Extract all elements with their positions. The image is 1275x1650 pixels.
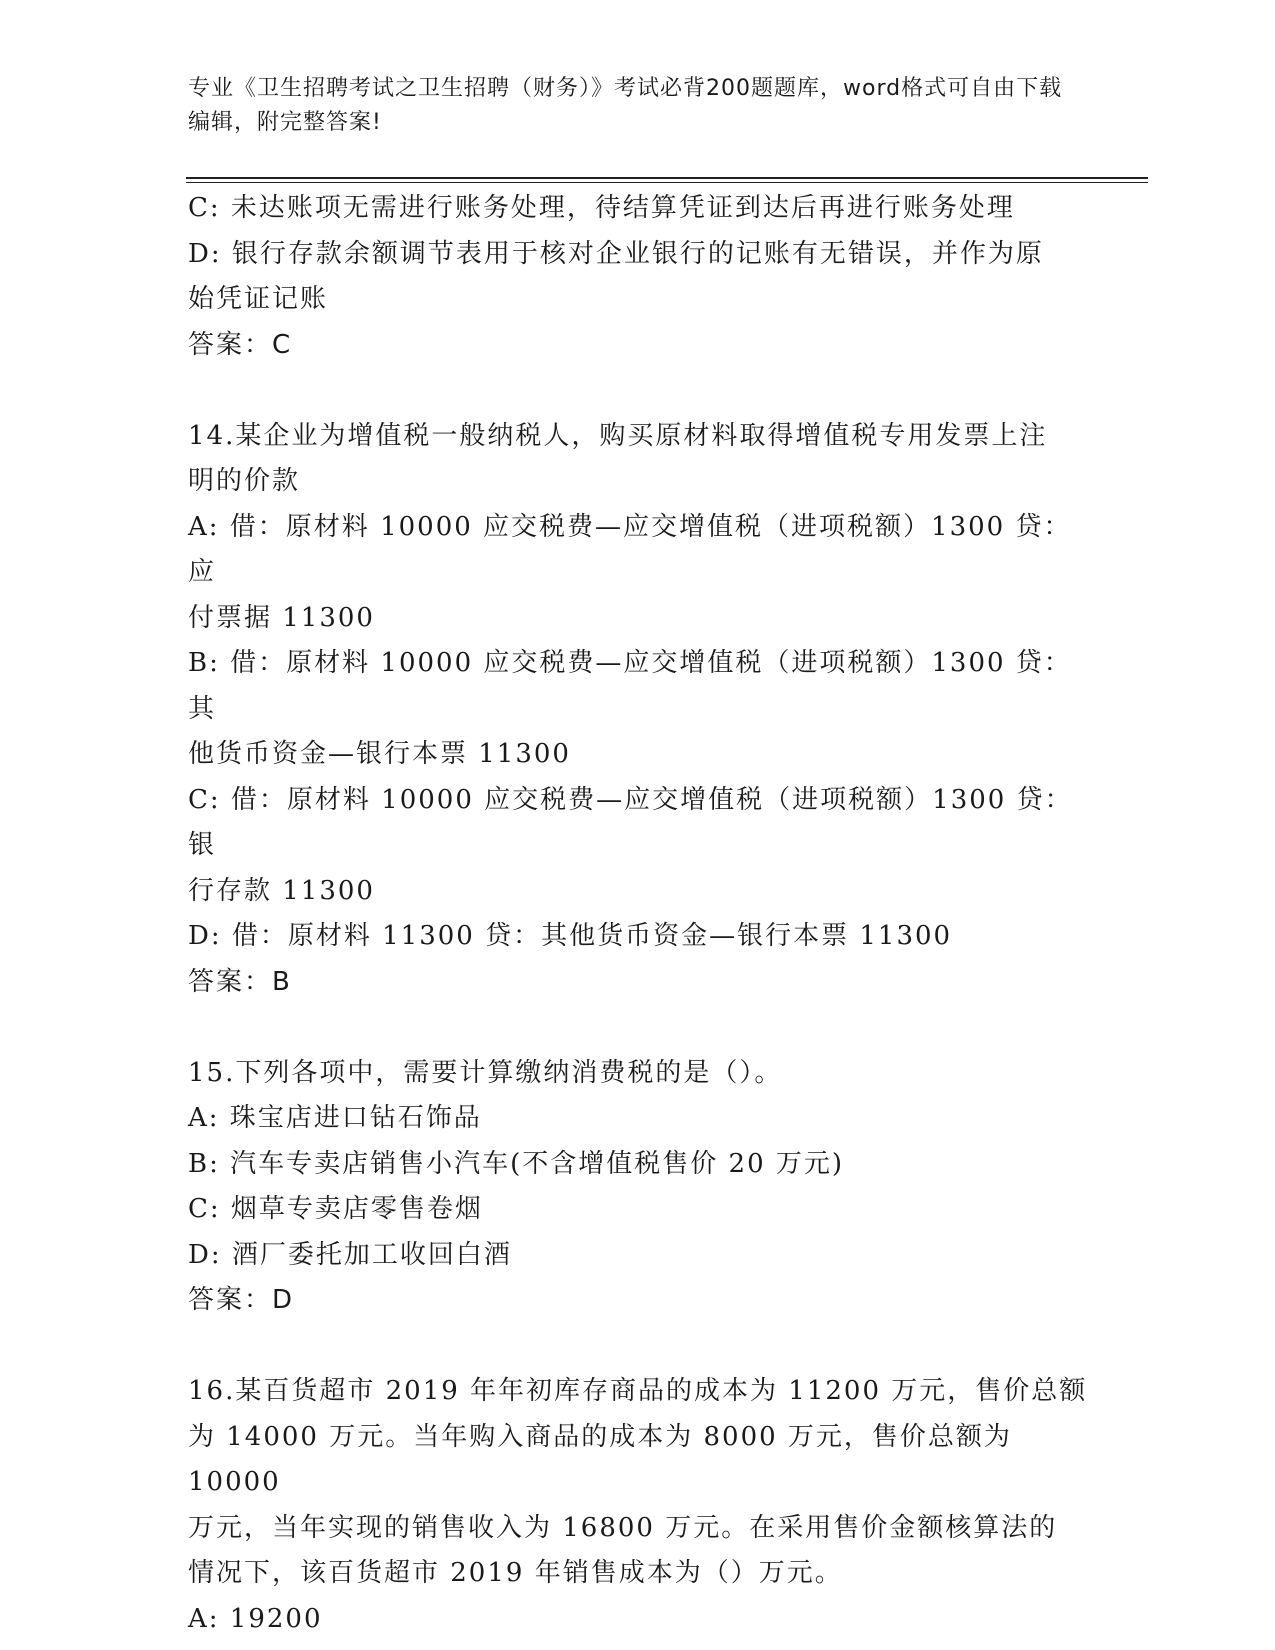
q15-option-a: A: 珠宝店进口钻石饰品 bbox=[188, 1103, 482, 1133]
q16-stem-line3: 万元，当年实现的销售收入为 16800 万元。在采用售价金额核算法的 bbox=[188, 1512, 1058, 1543]
q13-answer: 答案：C bbox=[188, 329, 293, 360]
q16-stem-line4: 情况下，该百货超市 2019 年销售成本为（）万元。 bbox=[188, 1558, 843, 1588]
header-divider bbox=[186, 177, 1148, 183]
q14-option-c-line1: C: 借：原材料 10000 应交税费—应交增值税（进项税额）1300 贷：银 bbox=[188, 784, 1073, 860]
page-header: 专业《卫生招聘考试之卫生招聘（财务）》考试必背200题题库，word格式可自由下载编辑，附完整答案! bbox=[188, 76, 1063, 135]
q14-option-b-line2: 他货币资金—银行本票 11300 bbox=[188, 739, 571, 769]
q13-option-d-line1: D: 银行存款余额调节表用于核对企业银行的记账有无错误，并作为原 bbox=[188, 238, 1044, 269]
q14-option-c-line2: 行存款 11300 bbox=[188, 875, 375, 906]
q16-stem-line2: 为 14000 万元。当年购入商品的成本为 8000 万元，售价总额为 10000 bbox=[188, 1421, 1023, 1497]
spacer bbox=[188, 368, 1088, 414]
question-16 bbox=[188, 1369, 1088, 1642]
question-15 bbox=[188, 1051, 1088, 1324]
q14-option-b-line1: B: 借：原材料 10000 应交税费—应交增值税（进项税额）1300 贷：其 bbox=[188, 648, 1072, 724]
q14-stem-line2: 明的价款 bbox=[188, 466, 301, 496]
q16-stem-line1: 16.某百货超市 2019 年年初库存商品的成本为 11200 万元，售价总额 bbox=[188, 1376, 1088, 1406]
q15-option-d: D: 酒厂委托加工收回白酒 bbox=[188, 1239, 512, 1270]
q16-option-a: A: 19200 bbox=[188, 1603, 323, 1634]
q14-stem-line1: 14.某企业为增值税一般纳税人，购买原材料取得增值税专用发票上注 bbox=[188, 420, 1048, 451]
q15-stem: 15.下列各项中，需要计算缴纳消费税的是（）。 bbox=[188, 1057, 783, 1088]
q14-answer: 答案：B bbox=[188, 966, 292, 997]
q15-option-b: B: 汽车专卖店销售小汽车(不含增值税售价 20 万元) bbox=[188, 1148, 845, 1179]
q13-option-c: C: 未达账项无需进行账务处理，待结算凭证到达后再进行账务处理 bbox=[188, 193, 1015, 223]
q14-option-a-line2: 付票据 11300 bbox=[188, 602, 375, 633]
q13-option-d-line2: 始凭证记账 bbox=[188, 284, 329, 314]
spacer bbox=[188, 1005, 1088, 1051]
q15-answer: 答案：D bbox=[188, 1285, 295, 1315]
q14-option-a-line1: A: 借：原材料 10000 应交税费—应交增值税（进项税额）1300 贷：应 bbox=[188, 511, 1072, 587]
q15-option-c: C: 烟草专卖店零售卷烟 bbox=[188, 1194, 483, 1224]
spacer bbox=[188, 1324, 1088, 1370]
q14-option-d: D: 借：原材料 11300 贷：其他货币资金—银行本票 11300 bbox=[188, 921, 953, 951]
question-13-fragment bbox=[188, 186, 1088, 368]
document-body bbox=[188, 186, 1088, 1642]
question-14 bbox=[188, 414, 1088, 1006]
